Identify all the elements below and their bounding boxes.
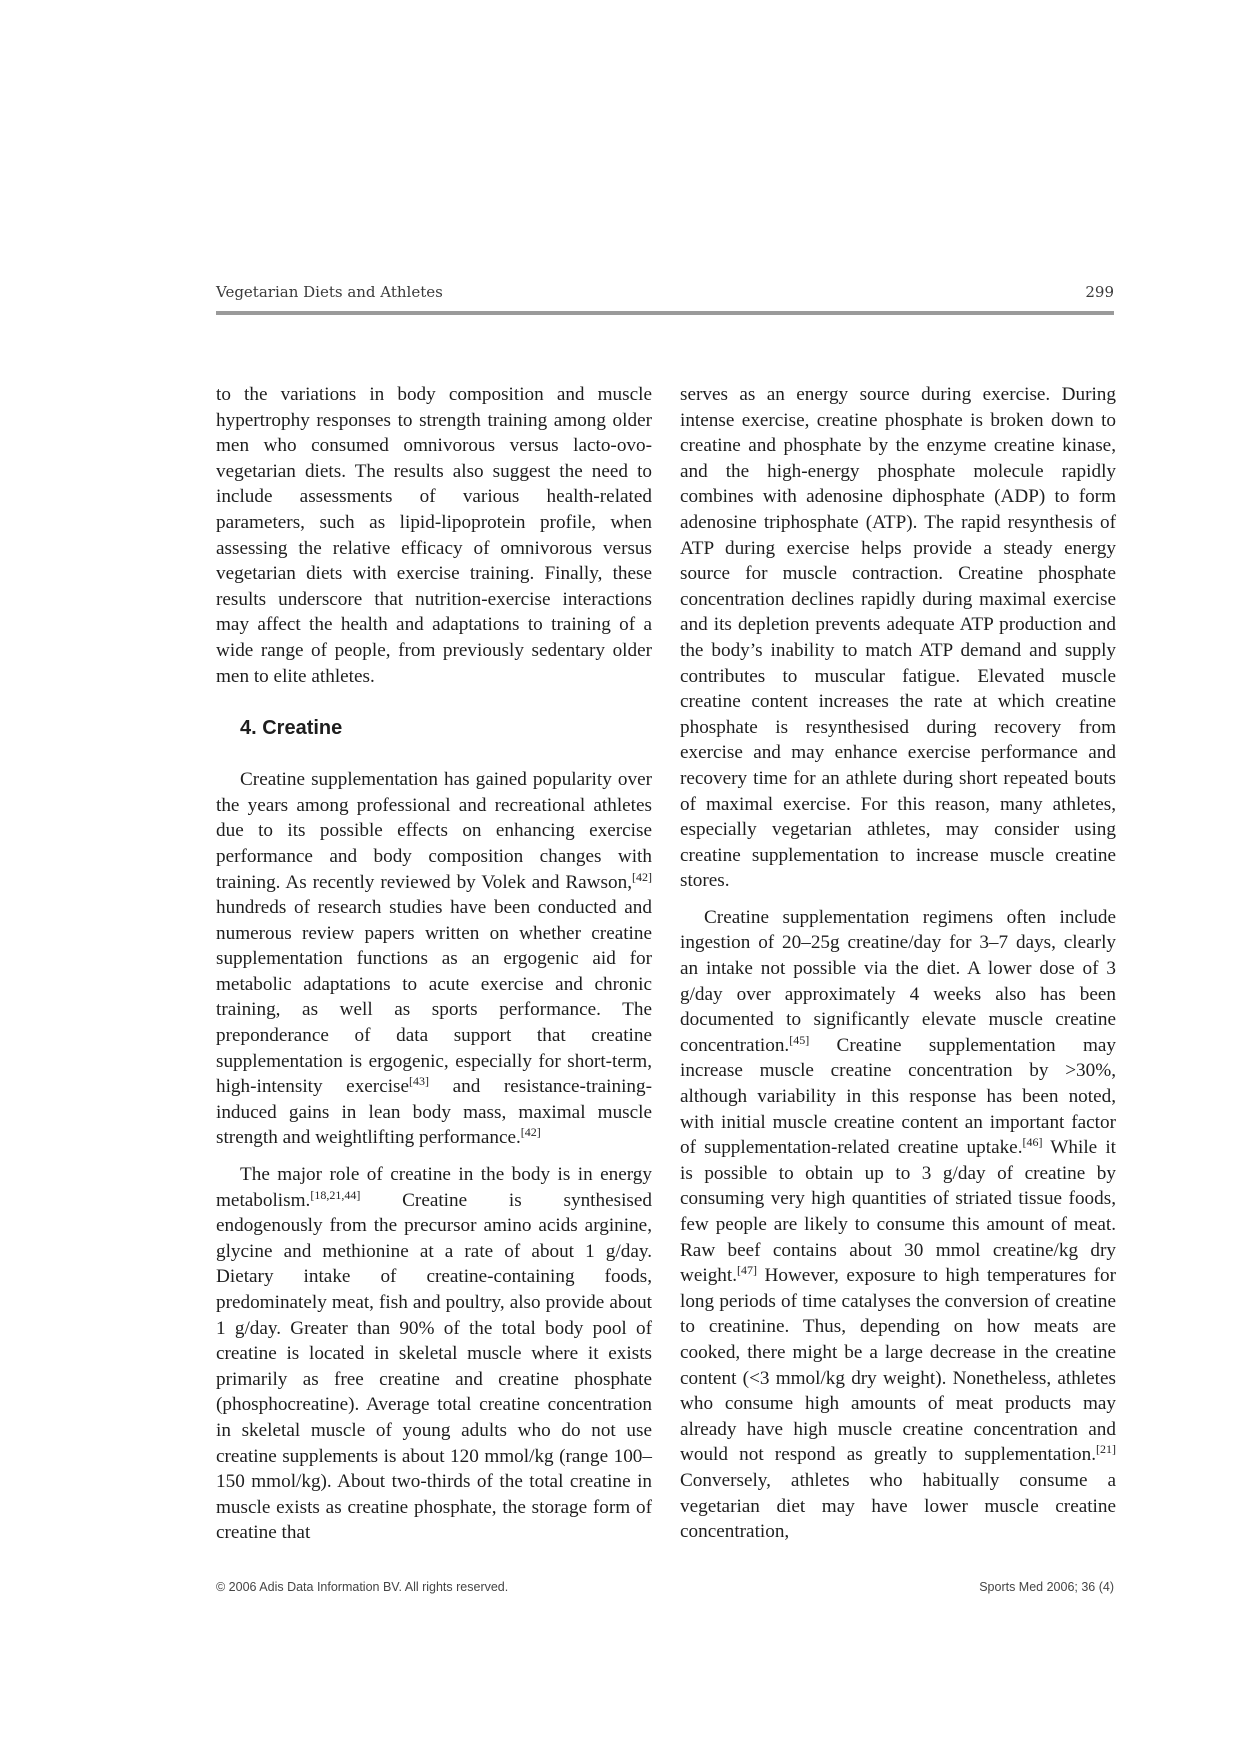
citation-ref: [43] <box>409 1074 430 1089</box>
citation-ref: [46] <box>1022 1135 1043 1150</box>
paragraph-supplementation-regimens <box>680 905 1116 1545</box>
paragraph-creatine-intro <box>216 767 652 1151</box>
text-run: While it is possible to obtain up to 3 g/day of creatine by consuming very high quantities of striated tissue foods, few people are likely to consume this amount of meat. Raw beef contains about 30 mmol creatine/kg dry weight. <box>680 1137 1116 1287</box>
page-number: 299 <box>1085 283 1114 301</box>
paragraph-creatine-role <box>216 1162 652 1546</box>
header-rule <box>216 311 1114 315</box>
text-run: The major role of creatine in the body is in energy metabolism. <box>216 1164 652 1211</box>
citation-ref: [21] <box>1096 1442 1116 1457</box>
citation-ref: [42] <box>520 1125 541 1140</box>
page-footer <box>216 1580 1114 1600</box>
citation-ref: [47] <box>737 1263 758 1278</box>
copyright-notice: © 2006 Adis Data Information BV. All rights reserved. <box>216 1580 509 1594</box>
running-title: Vegetarian Diets and Athletes <box>216 283 443 301</box>
running-head <box>216 283 1114 307</box>
text-run: hundreds of research studies have been conducted and numerous review papers written on whether creatine supplementation functions as an ergogenic aid for metabolic adaptations to acute exercise and chronic training, as well as sports performance. The preponderance of data support that creatine supplementation is ergogenic, especially for short-term, high-intensity exercise <box>216 897 652 1098</box>
text-run: Creatine supplementation may increase muscle creatine concentration by >30%, although variability in this response has been noted, with initial muscle creatine content an important factor of supplementation-related creatine uptake. <box>680 1034 1116 1159</box>
text-run: Conversely, athletes who habitually consume a vegetarian diet may have lower muscle creatine concentration, <box>680 1469 1116 1543</box>
left-column <box>216 382 652 1546</box>
journal-citation: Sports Med 2006; 36 (4) <box>979 1580 1114 1594</box>
text-run: However, exposure to high temperatures for long periods of time catalyses the conversion of creatine to creatinine. Thus, depending on how meats are cooked, there might be a large decrease in the creatine content (<3 mmol/kg dry weight). Nonetheless, athletes who consume high amounts of meat products may already have high muscle creatine concentration and would not respond as greatly to supplementation. <box>680 1265 1116 1466</box>
section-heading: 4. Creatine <box>240 717 343 740</box>
citation-ref: [45] <box>789 1032 810 1047</box>
text-run: and resistance-training-induced gains in lean body mass, maximal muscle strength and weightlifting performance. <box>216 1076 653 1149</box>
text-run: Creatine supplementation has gained popularity over the years among professional and recreational athletes due to its possible effects on enhancing exercise performance and body composition changes with training. As recently reviewed by Volek and Rawson, <box>216 769 652 893</box>
right-column <box>680 382 1116 1545</box>
paragraph-energy-source: serves as an energy source during exercise. During intense exercise, creatine phosphate is broken down to creatine and phosphate by the enzyme creatine kinase, and the high-energy phosphate molecule rapidly combines with adenosine diphosphate (ADP) to form adenosine triphosphate (ATP). The rapid resynthesis of ATP during exercise helps provide a steady energy source for muscle contraction. Creatine phosphate concentration declines rapidly during maximal exercise and its depletion prevents adequate ATP production and the body’s inability to match ATP demand and supply contributes to muscular fatigue. Elevated muscle creatine content increases the rate at which creatine phosphate is resynthesised during recovery from exercise and may enhance exercise performance and recovery time for an athlete during short repeated bouts of maximal exercise. For this reason, many athletes, especially vegetarian athletes, may consider using creatine supplementation to increase muscle creatine stores. <box>680 384 1116 892</box>
text-run: Creatine is synthesised endogenously from the precursor amino acids arginine, glycine and methionine at a rate of about 1 g/day. Dietary intake of creatine-containing foods, predominately meat, fish and poultry, also provide about 1 g/day. Greater than 90% of the total body pool of creatine is located in skeletal muscle where it exists primarily as free creatine and creatine phosphate (phosphocreatine). Average total creatine concentration in skeletal muscle of young adults who do not use creatine supplements is about 120 mmol/kg (range 100–150 mmol/kg). About two-thirds of the total creatine in muscle exists as creatine phosphate, the storage form of creatine that <box>216 1189 652 1544</box>
citation-ref: [18,21,44] <box>310 1187 361 1202</box>
citation-ref: [42] <box>632 869 652 884</box>
text-run: Creatine supplementation regimens often include ingestion of 20–25g creatine/day for 3–7 days, clearly an intake not possible via the diet. A lower dose of 3 g/day over approximately 4 weeks also has been documented to significantly elevate muscle creatine concentration. <box>680 906 1116 1056</box>
paragraph-continued: to the variations in body composition and muscle hypertrophy responses to strength training among older men who consumed omnivorous versus lacto-ovo-vegetarian diets. The results also suggest the need to include assessments of various health-related parameters, such as lipid-lipoprotein profile, when assessing the relative efficacy of omnivorous versus vegetarian diets with exercise training. Finally, these results underscore that nutrition-exercise interactions may affect the health and adaptations to training of a wide range of people, from previously sedentary older men to elite athletes. <box>216 384 652 687</box>
